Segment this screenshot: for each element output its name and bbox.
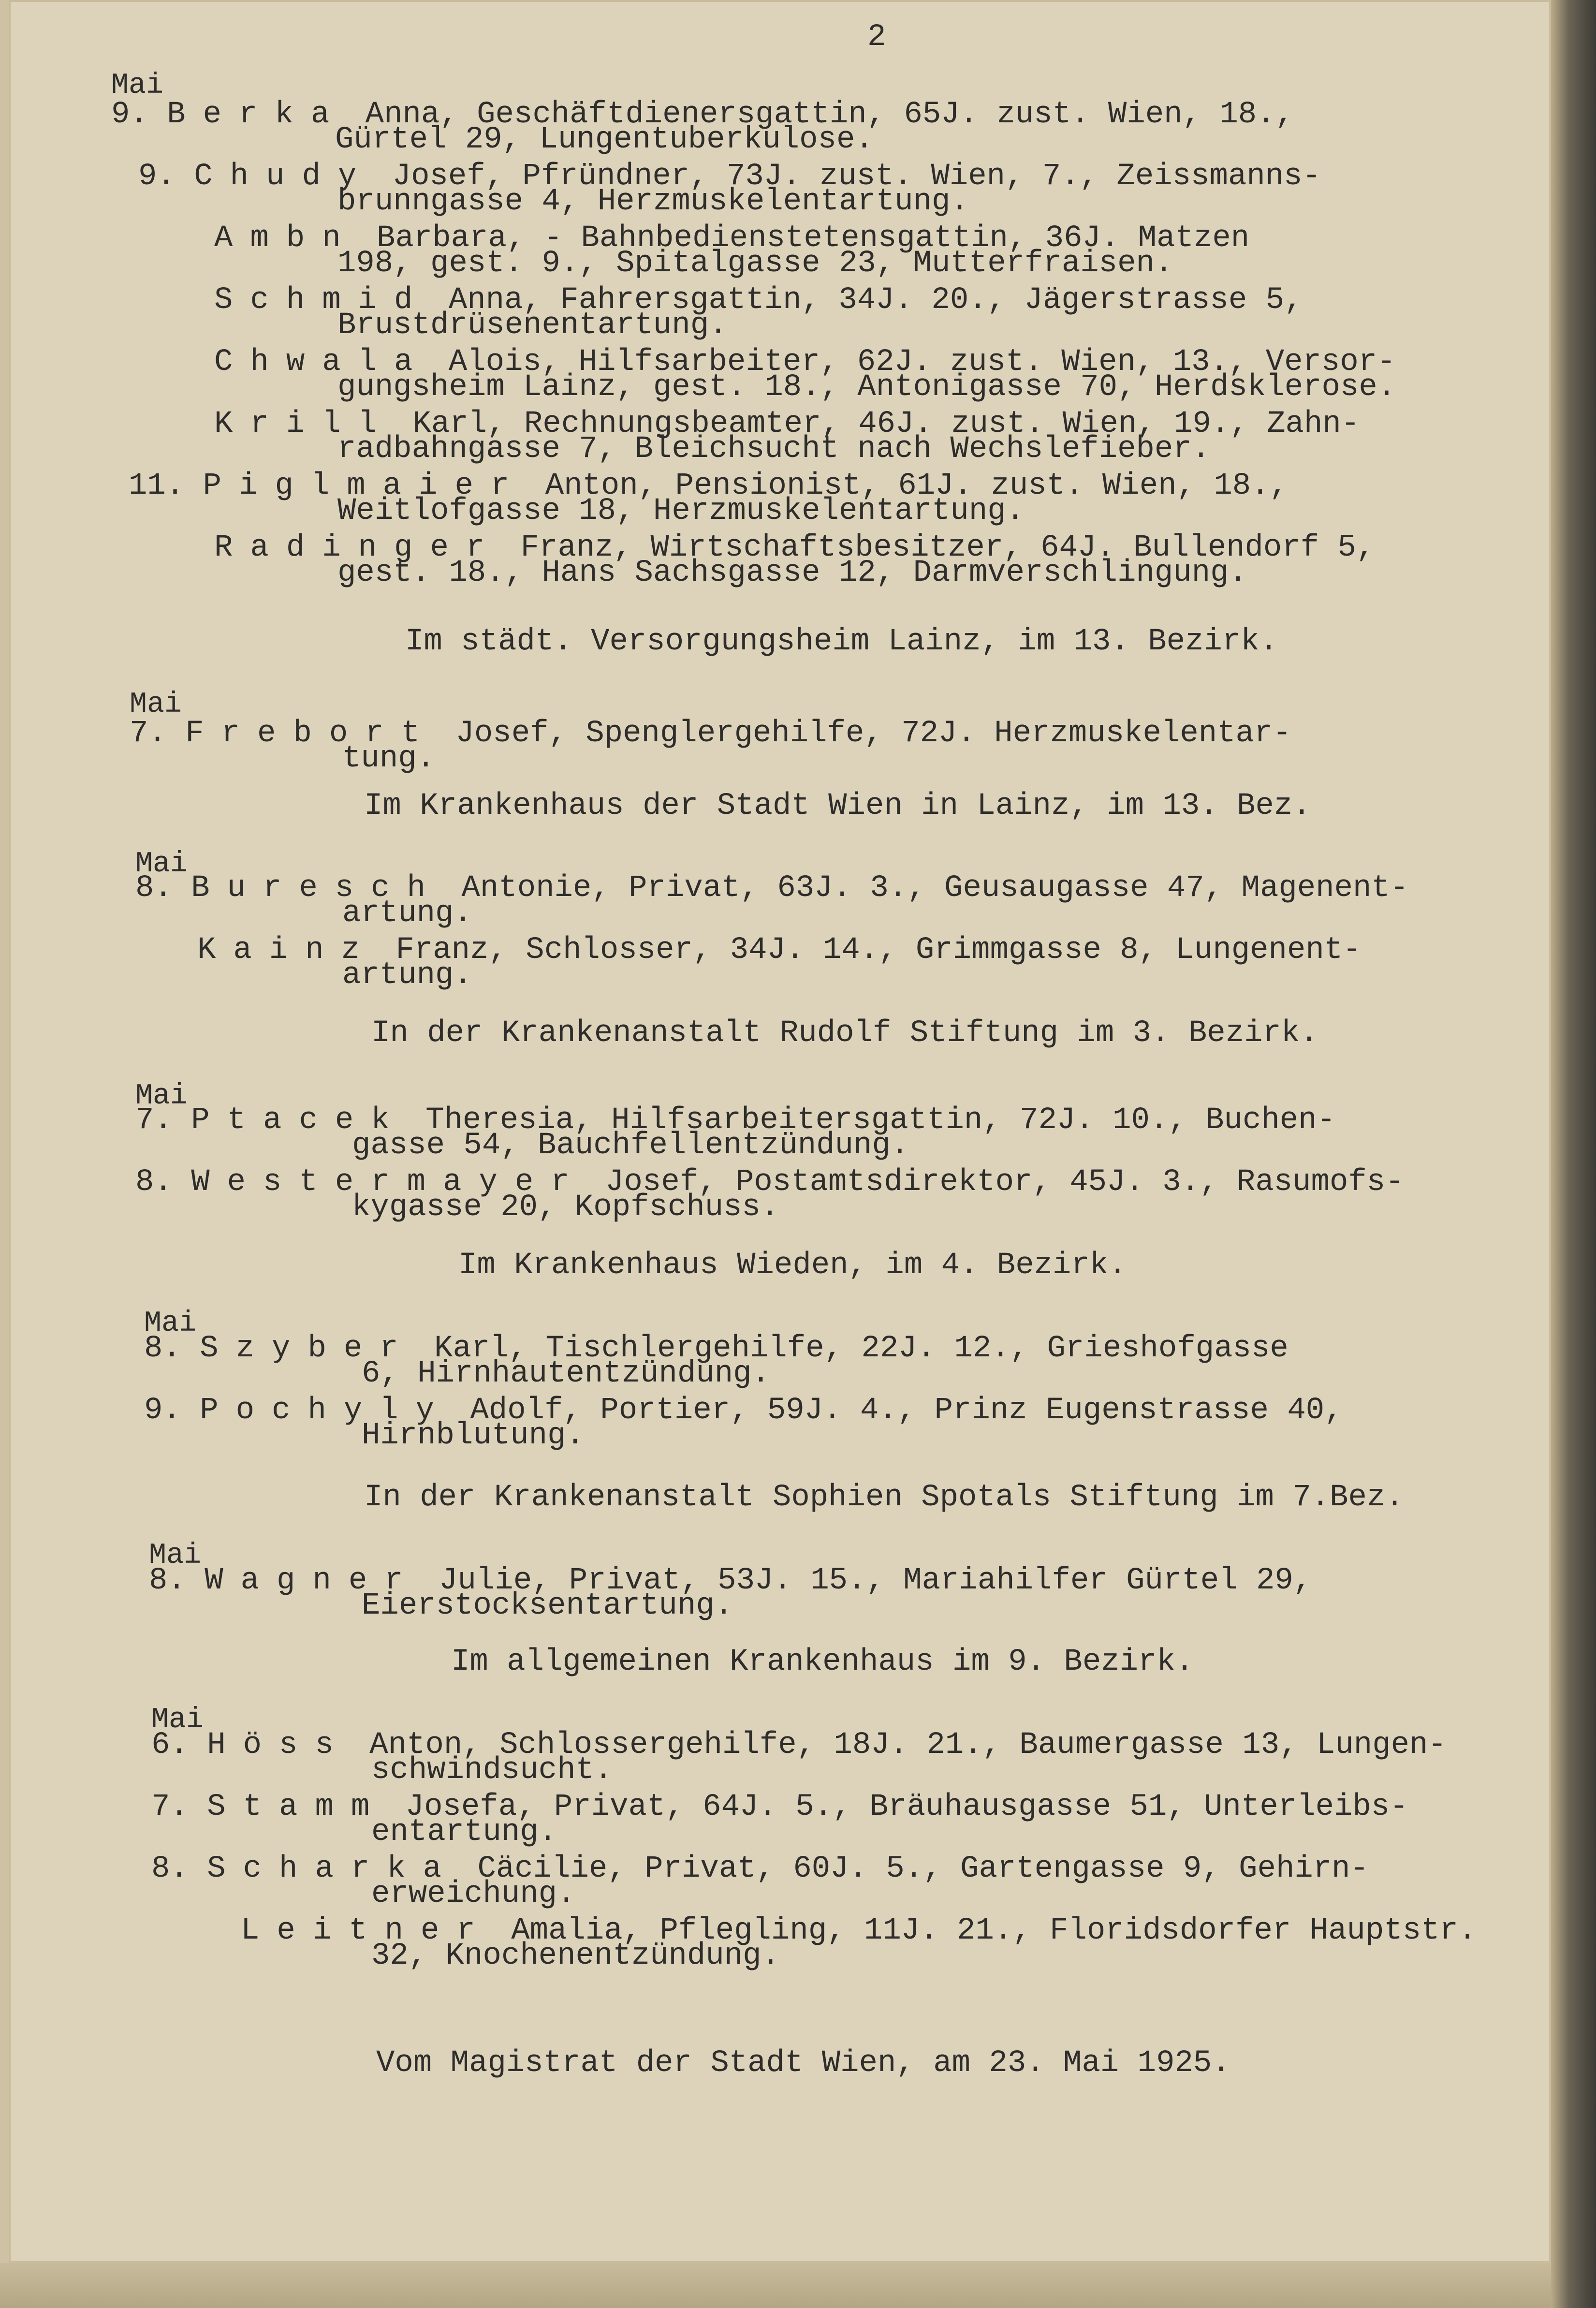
entry-surname: Scharka [207, 1852, 459, 1886]
section-heading: In der Krankenanstalt Sophien Spotals Stiftung im 7.Bez. [364, 1480, 1404, 1515]
entry-continuation: tung. [342, 741, 436, 776]
entry-day: 9. [111, 97, 148, 132]
entry-text: Josef, Postamtsdirektor, 45J. 3., Rasumofs- [586, 1165, 1404, 1200]
section-heading: In der Krankenanstalt Rudolf Stiftung im 3. Bezirk. [371, 1016, 1318, 1051]
entry-continuation: Gürtel 29, Lungentuberkulose. [335, 122, 874, 157]
entry-day: 9. [144, 1393, 181, 1428]
entry-continuation: Weitlofgasse 18, Herzmuskelentartung. [337, 494, 1025, 529]
entry-surname: Pochyly [200, 1393, 452, 1428]
date-label: Mai [149, 1539, 202, 1572]
entry-line [130, 716, 1291, 751]
document-page [9, 0, 1551, 2263]
entry-continuation: 6, Hirnhautentzündung. [362, 1356, 770, 1391]
entry-text: Julie, Privat, 53J. 15., Mariahilfer Gürtel 29, [420, 1563, 1312, 1598]
entry-day: 8. [135, 871, 173, 906]
entry-text: Franz, Wirtschaftsbesitzer, 64J. Bullendorf 5, [502, 530, 1375, 565]
entry-continuation: Hirnblutung. [362, 1418, 585, 1453]
entry-line [151, 1851, 1369, 1887]
entry-day: 7. [135, 1103, 173, 1138]
date-label: Mai [130, 688, 182, 721]
entry-text: Josef, Spenglergehilfe, 72J. Herzmuskelentar- [437, 716, 1291, 751]
entry-line [151, 1727, 1447, 1763]
entry-surname: Frebort [185, 716, 438, 751]
entry-text: Karl, Tischlergehilfe, 22J. 12., Grieshofgasse [415, 1331, 1289, 1366]
entry-day: 9. [138, 159, 176, 194]
section-heading: Im allgemeinen Krankenhaus im 9. Bezirk. [451, 1645, 1194, 1679]
date-label: Mai [135, 848, 188, 881]
entry-text: Anna, Fahrersgattin, 34J. 20., Jägerstrasse 5, [430, 283, 1303, 318]
entry-line [135, 870, 1408, 906]
entry-continuation: gasse 54, Bauchfellentzündung. [352, 1128, 909, 1163]
section-heading: Im Krankenhaus der Stadt Wien in Lainz, im 13. Bez. [364, 789, 1311, 823]
entry-text: Anton, Schlossergehilfe, 18J. 21., Baumergasse 13, Lungen- [351, 1728, 1447, 1763]
entry-day: 8. [144, 1331, 181, 1366]
entry-day: 11. [129, 469, 185, 503]
entry-text: Cäcilie, Privat, 60J. 5., Gartengasse 9, Gehirn- [459, 1852, 1369, 1886]
entry-surname: Chudy [194, 159, 374, 194]
entry-continuation: kygasse 20, Kopfschuss. [352, 1190, 779, 1225]
entry-text: Anton, Pensionist, 61J. zust. Wien, 18., [527, 469, 1288, 503]
entry-continuation: gest. 18., Hans Sachsgasse 12, Darmverschlingung. [337, 556, 1247, 590]
entry-day: 8. [151, 1852, 189, 1886]
entry-surname: Kainz [197, 933, 378, 968]
date-label: Mai [151, 1704, 204, 1736]
entry-text: Anna, Geschäftdienersgattin, 65J. zust. Wien, 18., [347, 97, 1294, 132]
entry-continuation: artung. [342, 958, 472, 993]
section-heading: Im städt. Versorgungsheim Lainz, im 13. Bezirk. [405, 624, 1278, 659]
entry-surname: Chwala [214, 345, 430, 380]
entry-continuation: schwindsucht. [371, 1753, 613, 1788]
entry-continuation: erweichung. [371, 1877, 576, 1911]
entry-text: Karl, Rechnungsbeamter, 46J. zust. Wien, 19., Zahn- [394, 407, 1360, 441]
entry-text: Alois, Hilfsarbeiter, 62J. zust. Wien, 13., Versor- [430, 345, 1396, 380]
entry-surname: Berka [167, 97, 347, 132]
entry-text: Antonie, Privat, 63J. 3., Geusaugasse 47, Magenent- [443, 871, 1409, 906]
entry-text: Josef, Pfründner, 73J. zust. Wien, 7., Zeissmanns- [374, 159, 1321, 194]
entry-surname: Ambn [214, 221, 358, 256]
entry-surname: Stamm [207, 1790, 387, 1824]
entry-continuation: radbahngasse 7, Bleichsucht nach Wechslefieber. [337, 432, 1211, 467]
entry-text: Josefa, Privat, 64J. 5., Bräuhausgasse 51, Unterleibs- [387, 1790, 1408, 1824]
entry-continuation: gungsheim Lainz, gest. 18., Antonigasse 70, Herdsklerose. [337, 370, 1396, 405]
entry-text: Adolf, Portier, 59J. 4., Prinz Eugenstrasse 40, [452, 1393, 1343, 1428]
date-label: Mai [144, 1307, 197, 1340]
entry-line [151, 1789, 1408, 1825]
entry-surname: Leitner [241, 1913, 493, 1948]
entry-surname: Westermayer [191, 1165, 587, 1200]
entry-day: 8. [149, 1563, 186, 1598]
section-heading: Im Krankenhaus Wieden, im 4. Bezirk. [458, 1248, 1127, 1283]
binding-edge [1551, 0, 1596, 2308]
entry-continuation: Eierstocksentartung. [362, 1588, 733, 1623]
entry-continuation: 32, Knochenentzündung. [371, 1939, 780, 1973]
entry-continuation: Brustdrüsenentartung. [337, 308, 728, 343]
page-bottom-edge [0, 2263, 1551, 2308]
entry-continuation: 198, gest. 9., Spitalgasse 23, Mutterfraisen. [337, 246, 1173, 281]
entry-continuation: brunngasse 4, Herzmuskelentartung. [337, 184, 969, 219]
entry-text: Barbara, - Bahnbedienstetensgattin, 36J. Matzen [358, 221, 1250, 256]
entry-day: 6. [151, 1728, 189, 1763]
entry-line [144, 1393, 1343, 1428]
entry-day: 7. [151, 1790, 189, 1824]
entry-text: Franz, Schlosser, 34J. 14., Grimmgasse 8, Lungenent- [377, 933, 1362, 968]
entry-surname: Ptacek [191, 1103, 407, 1138]
entry-surname: Szyber [200, 1331, 416, 1366]
entry-day: 7. [130, 716, 167, 751]
date-label: Mai [135, 1080, 188, 1113]
closing-statement: Vom Magistrat der Stadt Wien, am 23. Mai 1925. [376, 2046, 1230, 2081]
entry-text: Theresia, Hilfsarbeitersgattin, 72J. 10., Buchen- [407, 1103, 1335, 1138]
entry-continuation: artung. [342, 896, 472, 931]
entry-text: Amalia, Pflegling, 11J. 21., Floridsdorfer Hauptstr. [492, 1913, 1477, 1948]
page-number: 2 [867, 20, 886, 55]
entry-surname: Wagner [205, 1563, 421, 1598]
entry-day: 8. [135, 1165, 173, 1200]
entry-surname: Höss [207, 1728, 351, 1763]
entry-surname: Buresch [191, 871, 443, 906]
entry-surname: Schmid [214, 283, 430, 318]
entry-surname: Radinger [214, 530, 502, 565]
entry-continuation: entartung. [371, 1815, 557, 1850]
date-label: Mai [111, 69, 164, 102]
entry-surname: Piglmaier [203, 469, 527, 503]
entry-surname: Krill [214, 407, 395, 441]
